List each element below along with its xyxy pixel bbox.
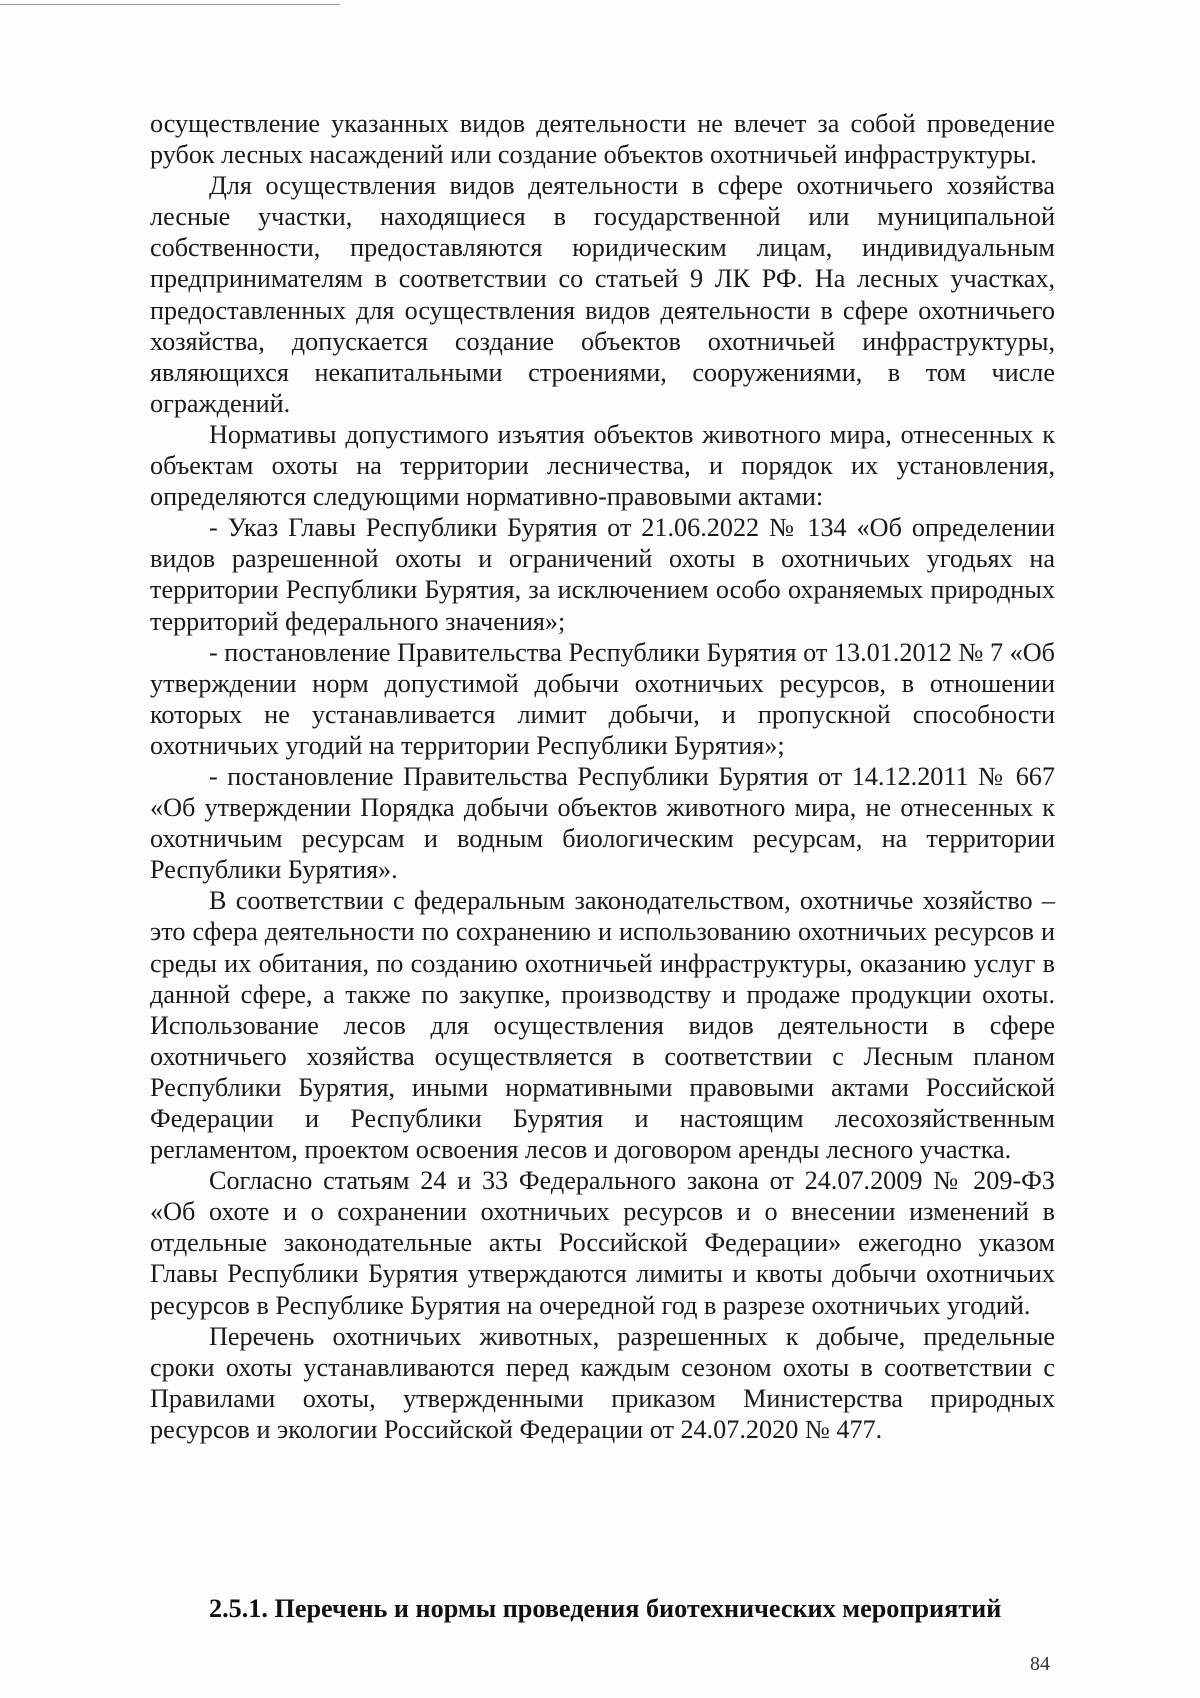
paragraph-continuation: осуществление указанных видов деятельности не влечет за собой проведение рубок лесных насаждений или создание объектов охотничьей инфраструктуры. [150, 109, 1055, 170]
section-heading: 2.5.1. Перечень и нормы проведения биотехнических мероприятий [209, 1594, 1002, 1623]
page-number: 84 [1030, 1653, 1050, 1675]
paragraph-hunting-rules: Перечень охотничьих животных, разрешенных к добыче, предельные сроки охоты устанавливаются перед каждым сезоном охоты в соответствии с Правилами охоты, утвержденными приказом Министерства природных ресурсов и экологии Российской Федерации от 24.07.2020 № 477. [150, 1321, 1055, 1444]
document-body [150, 108, 1055, 1445]
paragraph-norms-intro: Нормативы допустимого изъятия объектов животного мира, отнесенных к объектам охоты на территории лесничества, и порядок их установления, определяются следующими нормативно-правовыми актами: [150, 419, 1055, 512]
list-item-resolution-667: - постановление Правительства Республики Бурятия от 14.12.2011 № 667 «Об утверждении Порядка добычи объектов животного мира, не отнесенных к охотничьим ресурсам и водным биологическим ресурсам, на территории Республики Бурятия». [150, 761, 1055, 885]
paragraph-federal-legislation: В соответствии с федеральным законодательством, охотничье хозяйство – это сфера деятельности по сохранению и использованию охотничьих ресурсов и среды их обитания, по созданию охотничьей инфраструктуры, оказанию услуг в данной сфере, а также по закупке, производству и продаже продукции охоты. Использование лесов для осуществления видов деятельности в сфере охотничьего хозяйства осуществляется в соответствии с Лесным планом Республики Бурятия, иными нормативными правовыми актами Российской Федерации и Республики Бурятия и настоящим лесохозяйственным регламентом, проектом освоения лесов и договором аренды лесного участка. [150, 886, 1055, 1165]
paragraph-land-plots: Для осуществления видов деятельности в сфере охотничьего хозяйства лесные участки, находящиеся в государственной или муниципальной собственности, предоставляются юридическим лицам, индивидуальным предпринимателям в соответствии со статьей 9 ЛК РФ. На лесных участках, предоставленных для осуществления видов деятельности в сфере охотничьего хозяйства, допускается создание объектов охотничьей инфраструктуры, являющихся некапитальными строениями, сооружениями, в том числе ограждений. [150, 171, 1055, 418]
paragraph-federal-law-209: Согласно статьям 24 и 33 Федерального закона от 24.07.2009 № 209-ФЗ «Об охоте и о сохранении охотничьих ресурсов и о внесении изменений в отдельные законодательные акты Российской Федерации» ежегодно указом Главы Республики Бурятия утверждаются лимиты и квоты добычи охотничьих ресурсов в Республике Бурятия на очередной год в разрезе охотничьих угодий. [150, 1166, 1055, 1320]
list-item-decree-134: - Указ Главы Республики Бурятия от 21.06.2022 № 134 «Об определении видов разрешенной охоты и ограничений охоты в охотничьих угодьях на территории Республики Бурятия, за исключением особо охраняемых природных территорий федерального значения»; [150, 513, 1055, 636]
top-edge-line [0, 4, 340, 5]
list-item-resolution-7: - постановление Правительства Республики Бурятия от 13.01.2012 № 7 «Об утверждении норм допустимой добычи охотничьих ресурсов, в отношении которых не устанавливается лимит добычи, и пропускной способности охотничьих угодий на территории Республики Бурятия»; [150, 637, 1055, 760]
